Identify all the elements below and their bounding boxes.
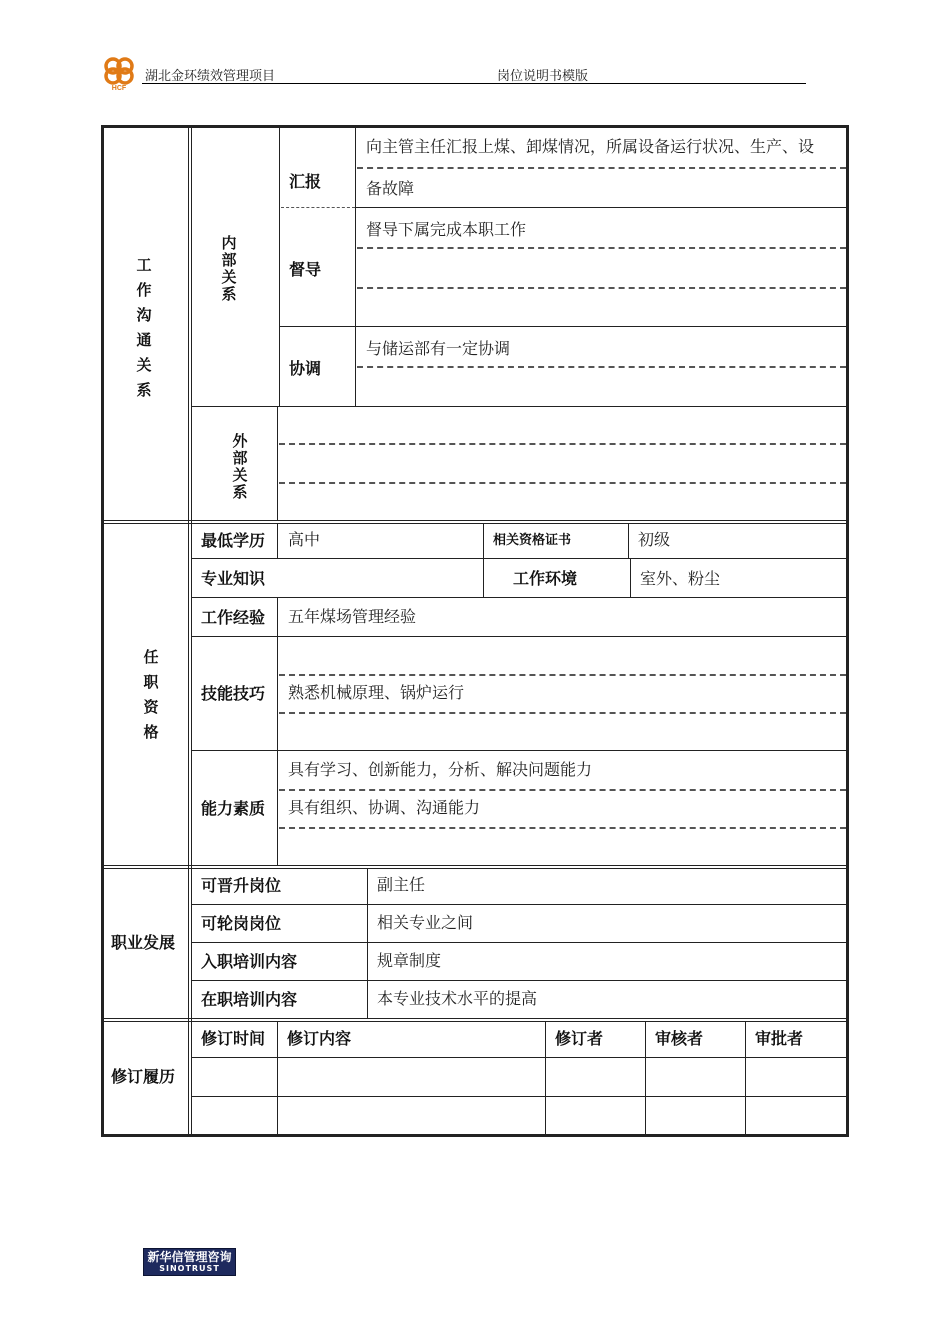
project-name: 湖北金环绩效管理项目 [145,69,276,84]
revision-col-time: 修订时间 [201,1029,266,1048]
ability-text-line1: 具有学习、创新能力，分析、解决问题能力 [288,760,593,779]
ability-text-line2: 具有组织、协调、沟通能力 [288,798,481,817]
revision-col-approver: 审批者 [755,1029,804,1048]
revision-col-reviser: 修订者 [555,1029,604,1048]
revision-section-label: 修订履历 [111,1067,176,1086]
experience-value: 五年煤场管理经验 [288,607,417,626]
communication-section-label: 工作沟通关系 [136,256,152,399]
promote-value: 副主任 [377,875,426,894]
career-section-label: 职业发展 [111,933,176,952]
skills-label: 技能技巧 [201,684,266,703]
inservice-training-label: 在职培训内容 [201,990,298,1009]
supervise-text-line1: 督导下属完成本职工作 [366,220,527,239]
onboard-training-value: 规章制度 [377,951,442,970]
header-rule [142,83,806,84]
report-text-line1: 向主管主任汇报上煤、卸煤情况，所属设备运行状况、生产、设 [366,137,815,156]
revision-col-reviewer: 审核者 [655,1029,704,1048]
svg-text:HCF: HCF [111,85,127,91]
coordinate-text-line1: 与储运部有一定协调 [366,339,511,358]
report-label: 汇报 [289,172,322,191]
sinotrust-logo-cn: 新华信管理咨询 [147,1250,232,1264]
revision-col-content: 修订内容 [287,1029,352,1048]
certificate-label: 相关资格证书 [493,533,572,548]
report-text-line2: 备故障 [366,179,415,198]
education-value: 高中 [288,530,321,549]
environment-label: 工作环境 [513,569,578,588]
rotate-label: 可轮岗岗位 [201,914,282,933]
qualification-section-label: 任职资格 [143,648,159,741]
education-label: 最低学历 [201,531,266,550]
certificate-value: 初级 [638,530,671,549]
onboard-training-label: 入职培训内容 [201,952,298,971]
knowledge-label: 专业知识 [201,569,266,588]
rotate-value: 相关专业之间 [377,913,474,932]
sinotrust-logo [143,1248,236,1276]
company-logo [100,55,138,91]
document-title: 岗位说明书模版 [497,69,589,84]
supervise-label: 督导 [289,260,322,279]
experience-label: 工作经验 [201,608,266,627]
inservice-training-value: 本专业技术水平的提高 [377,989,538,1008]
skills-value: 熟悉机械原理、锅炉运行 [288,683,465,702]
sinotrust-logo-en: SINOTRUST [159,1264,220,1273]
external-relations-label: 外部关系 [232,432,248,501]
coordinate-label: 协调 [289,359,322,378]
internal-relations-label: 内部关系 [221,234,237,303]
promote-label: 可晋升岗位 [201,876,282,895]
environment-value: 室外、粉尘 [640,569,721,588]
ability-label: 能力素质 [201,799,266,818]
